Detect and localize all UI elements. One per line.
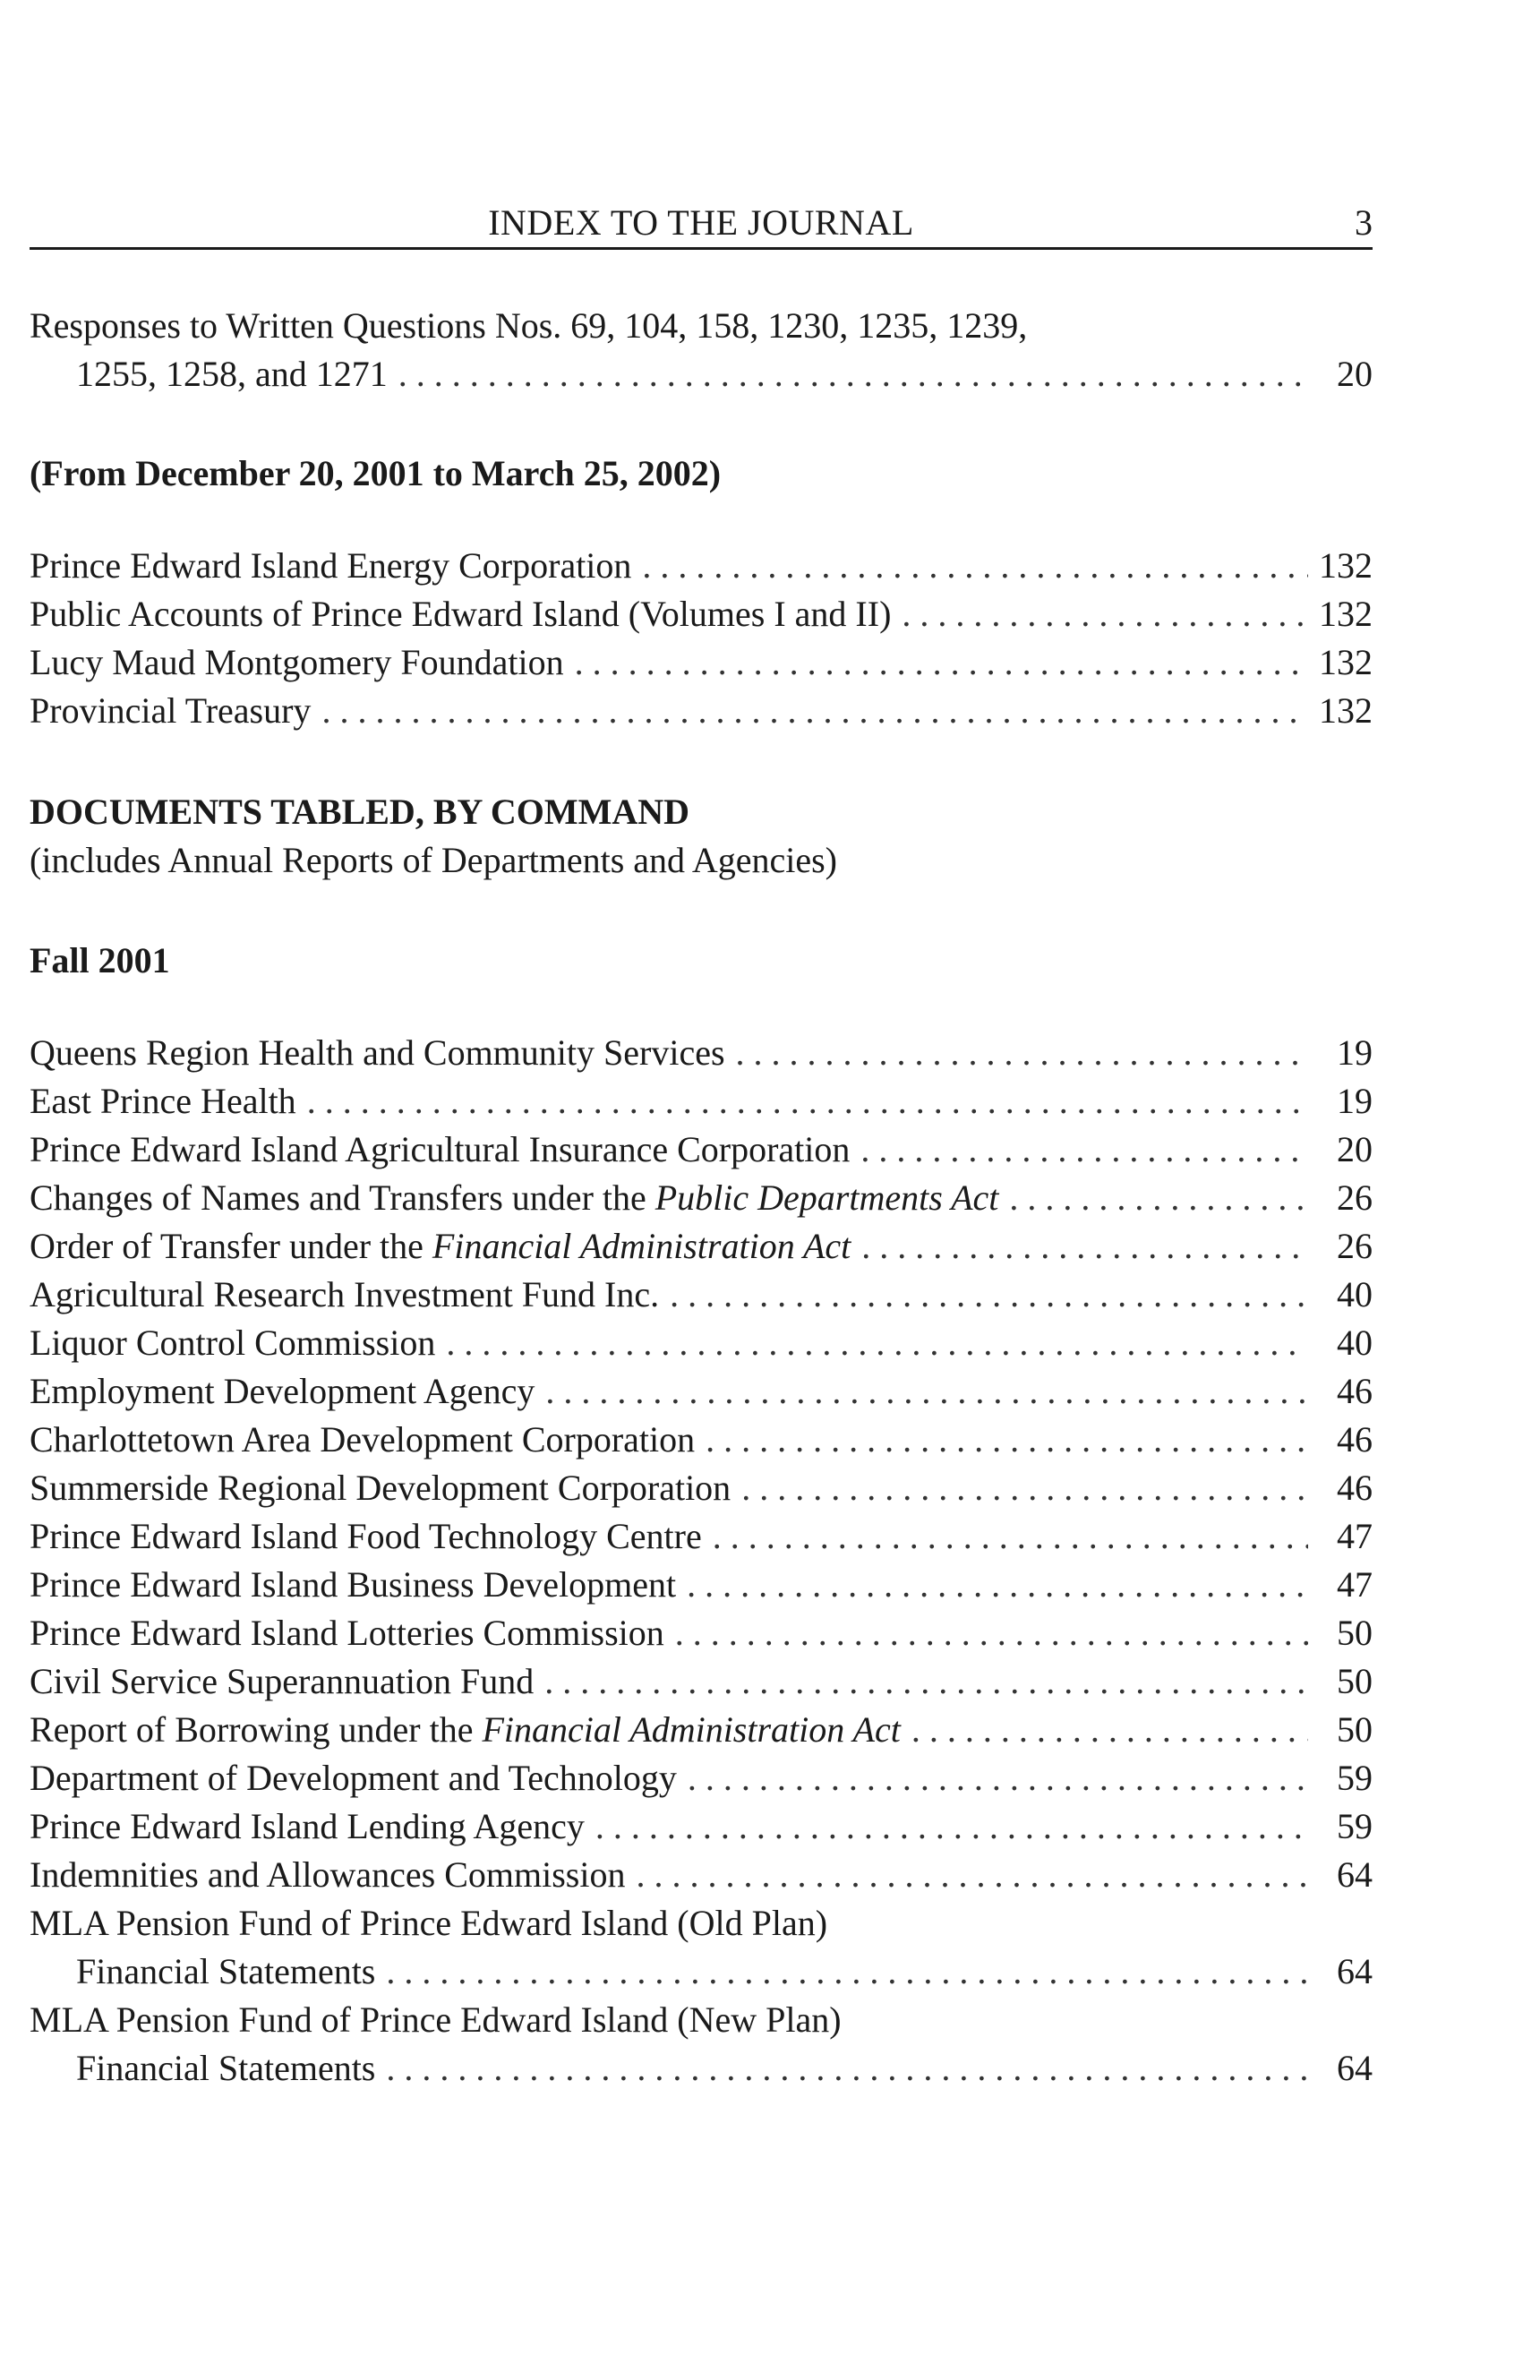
act-title: Financial Administration Act: [432, 1226, 851, 1266]
entry-label: [30, 1174, 998, 1222]
dot-leader: [860, 1126, 1308, 1174]
entry-page: 50: [1337, 1709, 1373, 1750]
entry-page: 64: [1337, 2048, 1373, 2088]
dot-leader: [861, 1222, 1308, 1271]
responses-entry: [30, 302, 1373, 398]
fall-items: [30, 1029, 1373, 2093]
entry-label: Employment Development Agency: [30, 1371, 535, 1411]
entry-label-text: Report of Borrowing under the: [30, 1709, 483, 1750]
index-entry: [30, 687, 1373, 735]
entry-page: 26: [1337, 1226, 1373, 1266]
header-title: INDEX TO THE JOURNAL: [488, 202, 914, 243]
index-entry: [30, 1271, 1373, 1319]
index-entry: [30, 1029, 1373, 1077]
index-entry: [30, 1126, 1373, 1174]
dot-leader: [386, 1948, 1308, 1996]
entry-label: Prince Edward Island Lotteries Commission: [30, 1613, 664, 1653]
dot-leader: [642, 542, 1308, 590]
entry-page: 50: [1337, 1661, 1373, 1701]
index-entry: [30, 1561, 1373, 1609]
entry-page: 59: [1337, 1758, 1373, 1798]
index-entry: [30, 1222, 1373, 1271]
entry-label: Liquor Control Commission: [30, 1323, 436, 1363]
entry-label: 1255, 1258, and 1271: [76, 354, 388, 394]
entry-page: 47: [1337, 1564, 1373, 1605]
dot-leader: [545, 1367, 1308, 1416]
index-entry: [30, 638, 1373, 687]
entry-page: 46: [1337, 1419, 1373, 1460]
index-entry: [30, 1319, 1373, 1367]
entry-label: Prince Edward Island Food Technology Centre: [30, 1516, 702, 1556]
dot-leader: [911, 1706, 1308, 1754]
entry-label-text: Order of Transfer under the: [30, 1226, 432, 1266]
dot-leader: [902, 590, 1308, 638]
dot-leader: [321, 687, 1308, 735]
index-entry: [30, 1464, 1373, 1512]
entry-page: 50: [1337, 1613, 1373, 1653]
responses-line-2: [30, 350, 1373, 398]
entry-label: Financial Statements: [76, 2048, 376, 2088]
dot-leader: [386, 2044, 1308, 2093]
entry-label: Civil Service Superannuation Fund: [30, 1661, 535, 1701]
index-entry: [30, 1512, 1373, 1561]
entry-label: [30, 1222, 851, 1271]
entry-label: Prince Edward Island Agricultural Insurance Corporation: [30, 1129, 851, 1169]
dot-leader: [1009, 1174, 1308, 1222]
responses-line-1: Responses to Written Questions Nos. 69, 104, 158, 1230, 1235, 1239,: [30, 305, 1028, 346]
entry-page: 132: [1319, 690, 1373, 731]
dot-leader: [713, 1512, 1308, 1561]
index-entry: [30, 1174, 1373, 1222]
entry-label: Summerside Regional Development Corporation: [30, 1468, 732, 1508]
index-entry: [30, 1657, 1373, 1706]
entry-page: 64: [1337, 1951, 1373, 1991]
documents-section-header: [30, 788, 1373, 885]
running-header: [30, 199, 1373, 250]
entry-page: 46: [1337, 1468, 1373, 1508]
entry-page: 132: [1319, 545, 1373, 586]
entry-page: 132: [1319, 594, 1373, 634]
entry-label: Public Accounts of Prince Edward Island (Volumes I and II): [30, 594, 892, 634]
index-entry: [30, 1802, 1373, 1851]
header-page-number: 3: [1355, 202, 1373, 243]
index-entry: [30, 1706, 1373, 1754]
entry-page: 19: [1337, 1032, 1373, 1073]
period-items: [30, 542, 1373, 735]
index-entry: [30, 1367, 1373, 1416]
index-entry: [30, 1416, 1373, 1464]
entry-label: Financial Statements: [76, 1951, 376, 1991]
pension-entry-line-1: MLA Pension Fund of Prince Edward Island (Old Plan): [30, 1903, 828, 1943]
fall-heading: Fall 2001: [30, 940, 170, 980]
entry-label: Prince Edward Island Energy Corporation: [30, 545, 632, 586]
pension-entry-line-1: MLA Pension Fund of Prince Edward Island (New Plan): [30, 1999, 842, 2040]
documents-subheading: (includes Annual Reports of Departments and Agencies): [30, 840, 837, 880]
dot-leader: [687, 1561, 1308, 1609]
entry-page: 20: [1337, 354, 1373, 394]
index-entry: [30, 1754, 1373, 1802]
entry-page: 64: [1337, 1854, 1373, 1895]
entry-page: 40: [1337, 1274, 1373, 1314]
entry-page: 47: [1337, 1516, 1373, 1556]
entry-label: Indemnities and Allowances Commission: [30, 1854, 626, 1895]
entry-label: Prince Edward Island Business Development: [30, 1564, 677, 1605]
entry-label: Lucy Maud Montgomery Foundation: [30, 642, 564, 682]
index-entry: [30, 1609, 1373, 1657]
dot-leader: [595, 1802, 1308, 1851]
dot-leader: [398, 350, 1308, 398]
dot-leader: [544, 1657, 1308, 1706]
dot-leader: [307, 1077, 1308, 1126]
documents-heading: DOCUMENTS TABLED, BY COMMAND: [30, 792, 690, 832]
entry-label-text: Changes of Names and Transfers under the: [30, 1177, 655, 1218]
act-title: Financial Administration Act: [482, 1709, 901, 1750]
dot-leader: [446, 1319, 1308, 1367]
entry-page: 26: [1337, 1177, 1373, 1218]
entry-label: Agricultural Research Investment Fund Inc.: [30, 1274, 660, 1314]
index-entry: [30, 590, 1373, 638]
index-entry: [30, 1851, 1373, 1899]
index-entry: [30, 1948, 1373, 1996]
entry-label: East Prince Health: [30, 1081, 296, 1121]
entry-label: Queens Region Health and Community Services: [30, 1032, 725, 1073]
entry-label: Charlottetown Area Development Corporation: [30, 1419, 696, 1460]
entry-page: 40: [1337, 1323, 1373, 1363]
index-entry: [30, 1077, 1373, 1126]
index-entry: [30, 542, 1373, 590]
entry-label: Department of Development and Technology: [30, 1758, 677, 1798]
index-entry: [30, 2044, 1373, 2093]
entry-page: 20: [1337, 1129, 1373, 1169]
dot-leader: [706, 1416, 1308, 1464]
dot-leader: [670, 1271, 1308, 1319]
entry-label: [30, 1706, 901, 1754]
entry-page: 46: [1337, 1371, 1373, 1411]
entry-label: Provincial Treasury: [30, 690, 312, 731]
entry-page: 59: [1337, 1806, 1373, 1846]
dot-leader: [688, 1754, 1308, 1802]
entry-label: Prince Edward Island Lending Agency: [30, 1806, 585, 1846]
entry-page: 19: [1337, 1081, 1373, 1121]
entry-page: 132: [1319, 642, 1373, 682]
dot-leader: [637, 1851, 1309, 1899]
dot-leader: [575, 638, 1308, 687]
dot-leader: [675, 1609, 1308, 1657]
period-heading: (From December 20, 2001 to March 25, 2002): [30, 453, 722, 493]
dot-leader: [736, 1029, 1308, 1077]
act-title: Public Departments Act: [654, 1177, 999, 1218]
dot-leader: [741, 1464, 1308, 1512]
